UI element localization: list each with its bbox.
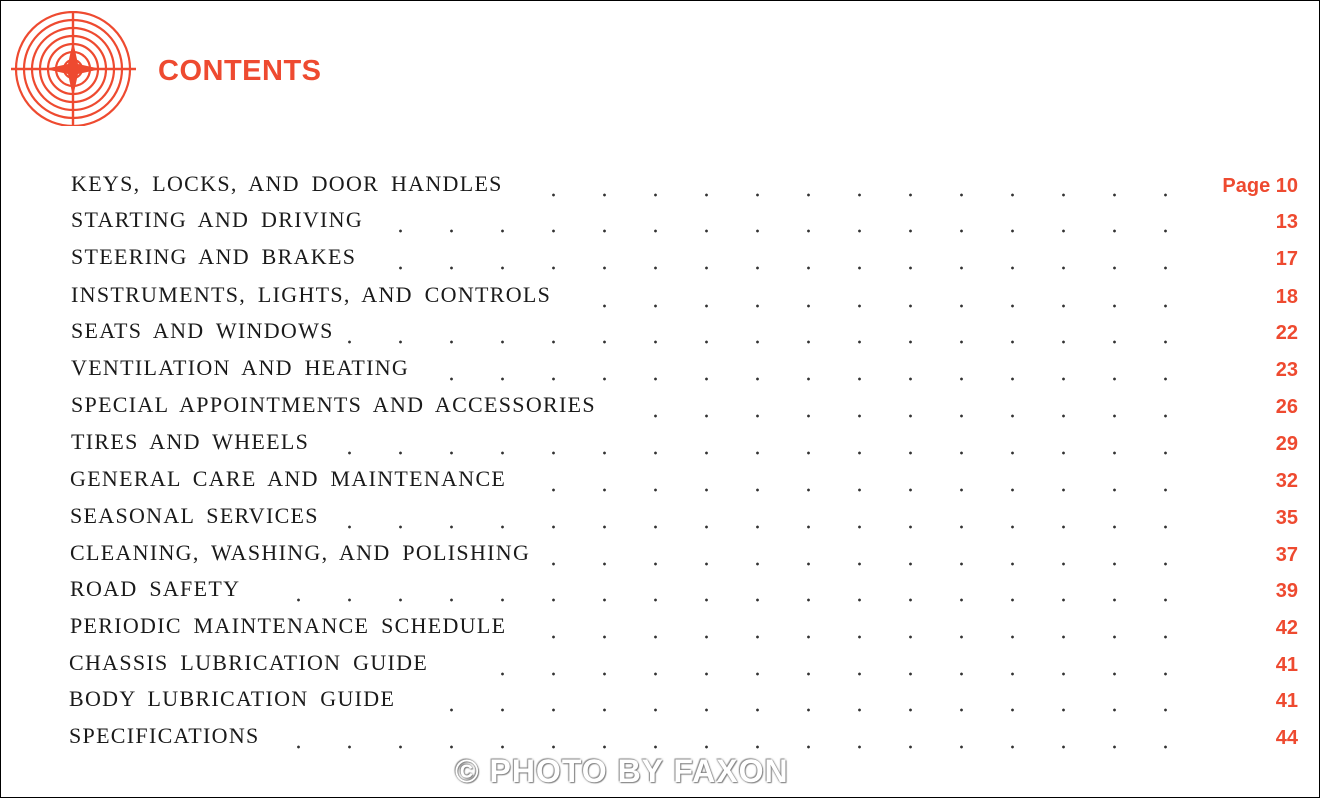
toc-entry [1,503,1322,539]
toc-entry-title: STEERING AND BRAKES [71,244,357,269]
toc-entry-page: 29 [1275,433,1298,455]
toc-entry-page: 26 [1275,396,1298,418]
toc-entry-page: 39 [1275,580,1298,602]
dot-leader [286,598,1191,602]
dot-leader [626,414,1191,418]
toc-entry-title: SPECIAL APPOINTMENTS AND ACCESSORIES [71,392,596,417]
toc-entry [1,244,1322,280]
dot-leader [531,193,1191,197]
dot-leader [336,525,1191,529]
dot-leader [431,708,1191,712]
dot-leader [461,672,1191,676]
toc-entry-title: BODY LUBRICATION GUIDE [69,686,396,711]
dot-leader [381,266,1191,270]
dot-leader [391,229,1191,233]
toc-entry [1,207,1322,243]
toc-entry-page: Page 10 [1222,175,1298,197]
toc-entry [1,318,1322,354]
toc-entry-title: KEYS, LOCKS, AND DOOR HANDLES [71,171,503,196]
toc-entry-title: PERIODIC MAINTENANCE SCHEDULE [70,613,507,638]
table-of-contents [1,1,1322,801]
dot-leader [336,451,1191,455]
toc-entry-page: 22 [1275,322,1298,344]
dot-leader [286,745,1191,749]
toc-entry [1,686,1322,722]
toc-entry-title: TIRES AND WHEELS [71,429,310,454]
toc-entry-page: 35 [1275,507,1298,529]
dot-leader [441,377,1191,381]
dot-leader [341,340,1191,344]
toc-entry-title: VENTILATION AND HEATING [71,355,410,380]
toc-entry-title: SPECIFICATIONS [69,723,260,748]
dot-leader [546,562,1191,566]
toc-entry-page: 41 [1275,690,1298,712]
toc-entry-title: INSTRUMENTS, LIGHTS, AND CONTROLS [71,282,552,307]
toc-entry-title: CLEANING, WASHING, AND POLISHING [70,540,531,565]
toc-entry [1,392,1322,428]
toc-entry [1,355,1322,391]
toc-entry-page: 13 [1275,211,1298,233]
photo-watermark: © PHOTO BY FAXON [455,753,789,789]
toc-entry [1,613,1322,649]
toc-entry-page: 18 [1275,286,1298,308]
toc-entry-title: GENERAL CARE AND MAINTENANCE [70,466,507,491]
toc-entry-title: ROAD SAFETY [70,576,241,601]
toc-entry-title: SEATS AND WINDOWS [71,318,334,343]
toc-entry-page: 17 [1275,248,1298,270]
toc-entry-page: 23 [1275,359,1298,381]
toc-entry [1,429,1322,465]
toc-entry [1,171,1322,207]
toc-entry-title: SEASONAL SERVICES [70,503,319,528]
toc-entry [1,576,1322,612]
toc-entry-page: 42 [1275,617,1298,639]
toc-entry [1,540,1322,576]
toc-entry-page: 44 [1275,727,1298,749]
toc-entry-page: 32 [1275,470,1298,492]
dot-leader [541,635,1191,639]
toc-entry-title: CHASSIS LUBRICATION GUIDE [69,650,429,675]
toc-entry-page: 37 [1275,544,1298,566]
toc-entry-title: STARTING AND DRIVING [71,207,364,232]
dot-leader [536,488,1191,492]
dot-leader [586,304,1191,308]
toc-entry [1,650,1322,686]
toc-entry [1,282,1322,318]
toc-entry [1,466,1322,502]
toc-entry-page: 41 [1275,654,1298,676]
page-title: CONTENTS [158,55,322,87]
